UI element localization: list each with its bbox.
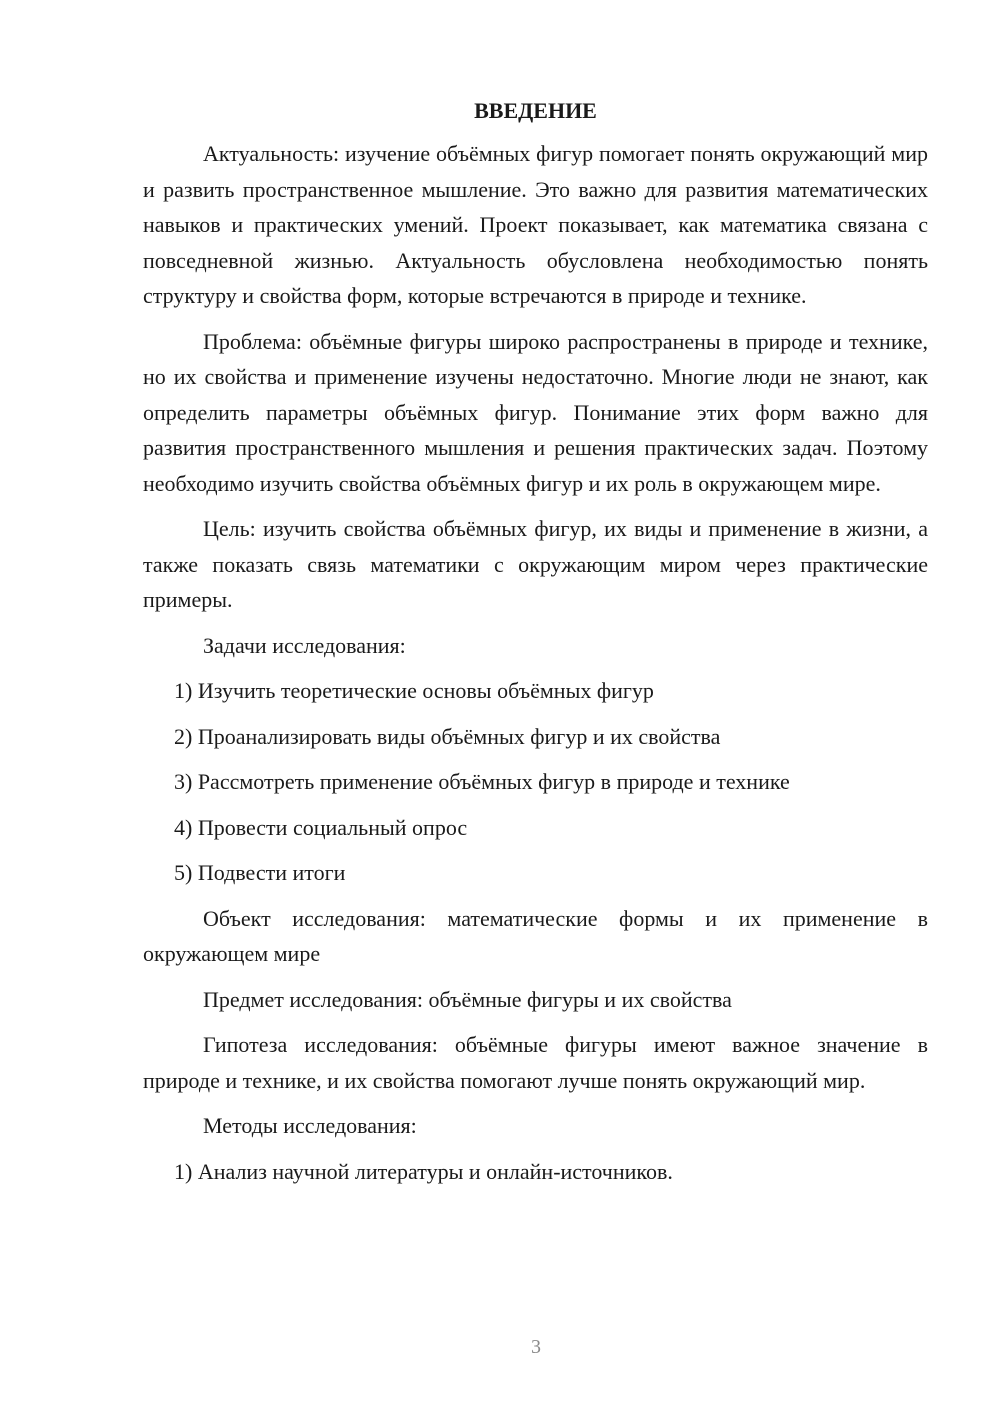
hypothesis-paragraph: Гипотеза исследования: объёмные фигуры имеют важное значение в природе и технике, и их свойства помогают лучше понять окружающий мир. bbox=[143, 1032, 928, 1093]
subject-paragraph: Предмет исследования: объёмные фигуры и их свойства bbox=[203, 986, 732, 1012]
task-item: 2) Проанализировать виды объёмных фигур и их свойства bbox=[174, 723, 721, 749]
section-title: ВВЕДЕНИЕ bbox=[474, 98, 597, 123]
task-item: 1) Изучить теоретические основы объёмных фигур bbox=[174, 678, 654, 703]
task-item: 4) Провести социальный опрос bbox=[174, 814, 468, 840]
methods-heading: Методы исследования: bbox=[203, 1113, 417, 1138]
object-paragraph: Объект исследования: математические формы и их применение в окружающем мире bbox=[143, 905, 928, 966]
relevance-paragraph: Актуальность: изучение объёмных фигур помогает понять окружающий мир и развить пространственное мышление. Это важно для развития математических навыков и практических умений. Проект показывает, как математика связана с повседневной жизнью. Актуальность обусловлена необходимостью понять структуру и свойства форм, которые встречаются в природе и технике. bbox=[143, 141, 928, 308]
page-content bbox=[143, 96, 928, 1199]
page-number: 3 bbox=[531, 1336, 541, 1358]
goal-paragraph: Цель: изучить свойства объёмных фигур, их виды и применение в жизни, а также показать связь математики с окружающим миром через практические примеры. bbox=[143, 516, 928, 612]
task-item: 3) Рассмотреть применение объёмных фигур в природе и технике bbox=[174, 769, 790, 794]
task-item: 5) Подвести итоги bbox=[174, 860, 346, 885]
problem-paragraph: Проблема: объёмные фигуры широко распространены в природе и технике, но их свойства и применение изучены недостаточно. Многие люди не знают, как определить параметры объёмных фигур. Понимание этих форм важно для развития пространственного мышления и решения практических задач. Поэтому необходимо изучить свойства объёмных фигур и их роль в окружающем мире. bbox=[143, 328, 928, 496]
method-item: 1) Анализ научной литературы и онлайн-источников. bbox=[174, 1158, 673, 1184]
tasks-heading: Задачи исследования: bbox=[203, 632, 406, 658]
